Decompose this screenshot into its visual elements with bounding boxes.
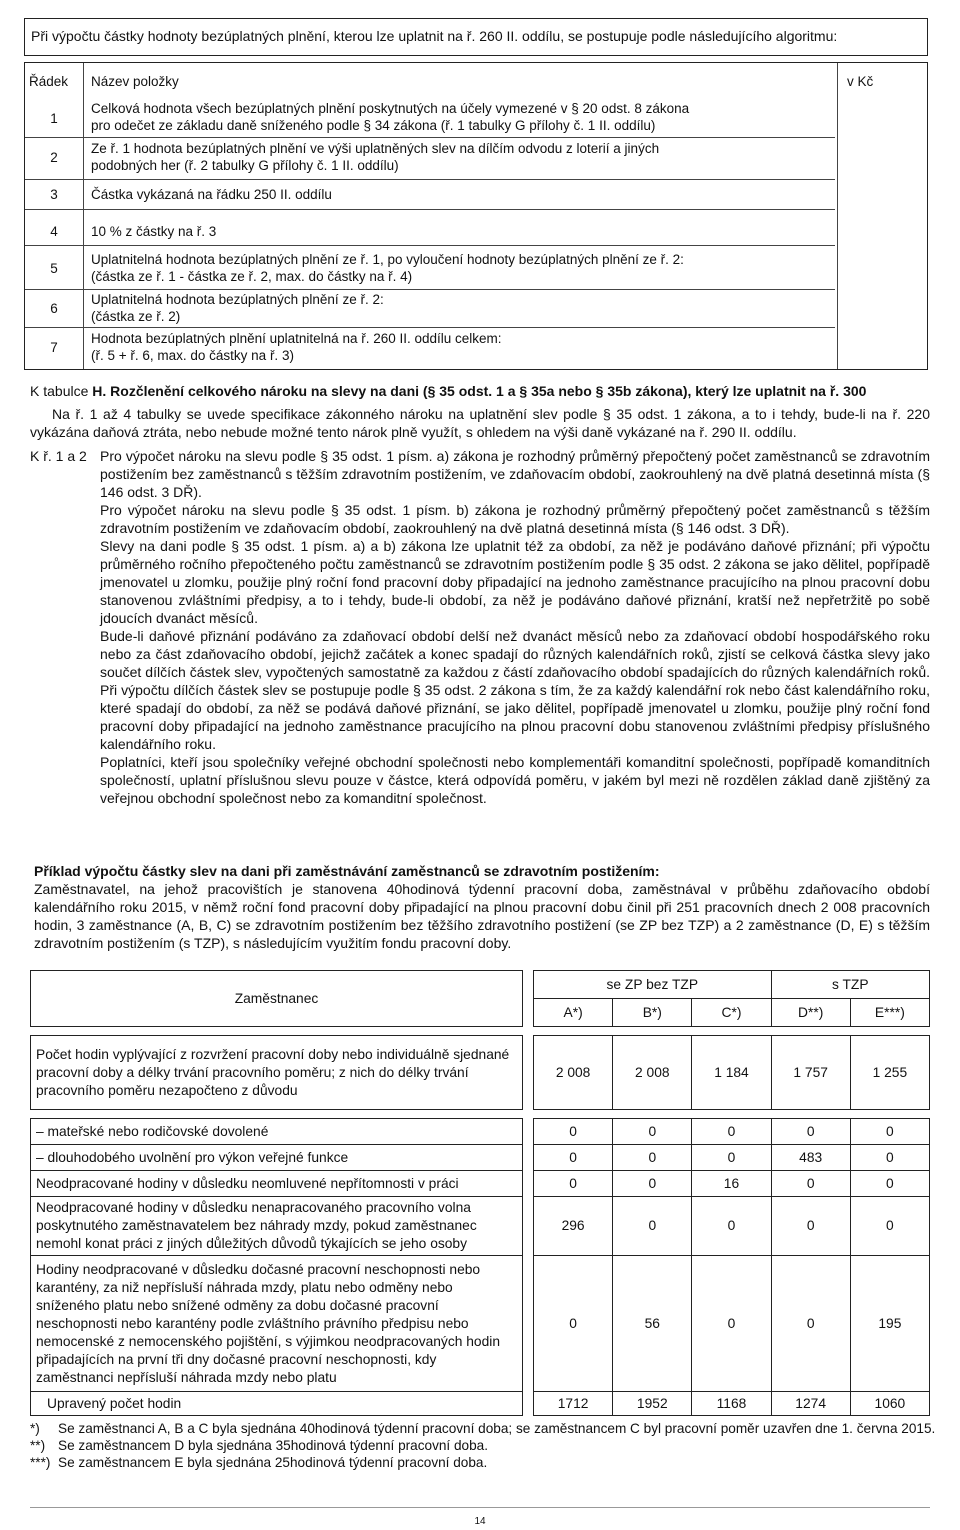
cell-value: 0 (613, 1119, 692, 1145)
table-row (31, 1197, 930, 1256)
total-value: 1712 (534, 1392, 613, 1416)
header-group-zp: se ZP bez TZP (534, 971, 772, 999)
intro-box (24, 18, 928, 56)
row-text-line1: Hodnota bezúplatných plnění uplatnitelná na ř. 260 II. oddílu celkem: (91, 331, 502, 346)
example-table (30, 970, 930, 1416)
total-value: 1168 (692, 1392, 771, 1416)
cell-value: 0 (613, 1171, 692, 1197)
total-value: 1060 (850, 1392, 929, 1416)
total-value: 1274 (771, 1392, 850, 1416)
cell-value: 56 (613, 1256, 692, 1392)
example-section (34, 862, 930, 952)
row-text-line2: (částka ze ř. 1 - částka ze ř. 2, max. do částky na ř. 4) (91, 269, 413, 284)
row-label: Počet hodin vyplývající z rozvržení pracovní doby nebo individuálně sjednané pracovní doby a délky trvání pracovního poměru; z nich do délky trvání pracovního poměru nezapočteno z důvodu (31, 1036, 523, 1110)
row-text-line2: (ř. 5 + ř. 6, max. do částky na ř. 3) (91, 348, 294, 363)
page-divider (30, 1507, 930, 1508)
row-number: 5 (50, 261, 58, 276)
cell-value: 0 (850, 1197, 929, 1256)
cell-value: 0 (534, 1256, 613, 1392)
rows-1-2-label: K ř. 1 a 2 (30, 448, 87, 464)
row-text-line2: pro odečet ze základu daně sníženého podle § 34 zákona (ř. 1 tabulky G přílohy č. 1 II. oddílu) (91, 118, 656, 133)
cell-value: 0 (850, 1171, 929, 1197)
table-row (31, 1119, 930, 1145)
row-divider (25, 209, 835, 210)
table-row (31, 1145, 930, 1171)
cell-value: 0 (850, 1145, 929, 1171)
rows-1-2-paragraph: Slevy na dani podle § 35 odst. 1 písm. a) a b) zákona lze uplatnit též za období, za něž je podáváno daňové přiznání; při výpočtu průměrného ročního přepočteného počtu zaměstnanců se zdravotním postižením podle § 35 odst. 2 zákona se jako dělitel, popřípadě jmenovatel u zlomku, použije plný roční fond pracovní doby připadající na jednoho zaměstnance pracujícího na plnou pracovní dobu stanovenou zvláštními předpisy, a to i tehdy, bude-li období, za něž je podáváno daňové přiznání, kratší než nepřetržitě po sobě jdoucích dvanáct měsíců. (100, 538, 930, 626)
intro-text: Při výpočtu částky hodnoty bezúplatných plnění, kterou lze uplatnit na ř. 260 II. oddílu, se postupuje podle následujícího algoritmu: (31, 28, 838, 44)
cell-value: 0 (771, 1256, 850, 1392)
cell-value: 2 008 (534, 1036, 613, 1110)
header-col-e: E***) (850, 999, 929, 1027)
cell-value: 0 (534, 1145, 613, 1171)
footnote-text: Se zaměstnancem D byla sjednána 35hodinová týdenní pracovní doba. (58, 1438, 488, 1453)
cell-value: 0 (613, 1145, 692, 1171)
footnote-mark: **) (30, 1438, 46, 1453)
header-row-label: Řádek (29, 74, 69, 89)
footnote-text: Se zaměstnancem E byla sjednána 25hodinová týdenní pracovní doba. (58, 1455, 488, 1470)
rows-1-2-paragraph: Poplatníci, kteří jsou společníky veřejné obchodní společnosti nebo komplementáři komanditní společnosti, popřípadě komanditních společností, uplatní příslušnou slevu pouze v částce, která odpovídá poměru, v jakém byl mezi ně rozdělen základ daně zjištěný za veřejnou obchodní společnost nebo za komanditní společnost. (100, 754, 930, 806)
cell-value: 483 (771, 1145, 850, 1171)
rows-1-2-paragraph: Pro výpočet nároku na slevu podle § 35 odst. 1 písm. b) zákona je rozhodný průměrný přepočtený počet zaměstnanců s těžším zdravotním postižením ve zdaňovacím období, zaokrouhlený na dvě platná desetinná místa (§ 146 odst. 3 DŘ). (100, 502, 930, 536)
table-row (31, 1036, 930, 1110)
cell-value: 0 (613, 1197, 692, 1256)
header-unit-label: v Kč (847, 74, 874, 89)
row-divider (25, 137, 835, 138)
cell-value: 0 (692, 1119, 771, 1145)
row-divider (25, 327, 835, 328)
row-number: 6 (50, 301, 58, 316)
row-number: 2 (50, 150, 58, 165)
cell-value: 1 184 (692, 1036, 771, 1110)
section-h-heading (30, 382, 930, 400)
section-h-label: K tabulce (30, 383, 89, 399)
footnote-text: Se zaměstnanci A, B a C byla sjednána 40hodinová týdenní pracovní doba; se zaměstnancem C byl pracovní poměr uzavřen dne 1. června 2015. (58, 1421, 936, 1436)
cell-value: 0 (850, 1119, 929, 1145)
header-name-label: Název položky (91, 74, 179, 89)
section-h-paragraph: Na ř. 1 až 4 tabulky se uvede specifikace zákonného nároku na uplatnění slev podle § 35 odst. 1 zákona, a to i tehdy, bude-li na ř. 220 vykázána daňová ztráta, nebo nebude možné tento nárok plně využít, s ohledem na výši daně vykázané na ř. 290 II. oddílu. (30, 406, 930, 440)
row-number: 1 (50, 111, 58, 126)
row-label: Neodpracované hodiny v důsledku neomluvené nepřítomnosti v práci (31, 1171, 523, 1197)
row-divider (25, 245, 835, 246)
header-col-a: A*) (534, 999, 613, 1027)
row-text-line1: Celková hodnota všech bezúplatných plnění poskytnutých na účely vymezené v § 20 odst. 8 zákona (91, 101, 690, 116)
total-value: 1952 (613, 1392, 692, 1416)
cell-value: 1 255 (850, 1036, 929, 1110)
rows-1-2-paragraph: Bude-li daňové přiznání podáváno za zdaňovací období delší než dvanáct měsíců nebo za zdaňovací období hospodářského roku nebo za část zdaňovacího období, jejichž začátek a konec spadají do různých kalendářních roků, zjistí se celková částka slevy jako součet dílčích částek slev, vypočtených samostatně za každou z částí zdaňovacího období spadajících do různých kalendářních roků. Při výpočtu dílčích částek slev se postupuje podle § 35 odst. 2 zákona s tím, že za každý kalendářní rok nebo část kalendářního roku, které spadají do období, za něž se podává daňové přiznání, se jako dělitel, popřípadě jmenovatel u zlomku, použije plný roční fond pracovní doby připadající na jednoho zaměstnance pracujícího na plnou pracovní dobu stanovenou zvláštními předpisy příslušného kalendářního roku. (100, 628, 930, 752)
column-divider (83, 63, 84, 369)
example-heading: Příklad výpočtu částky slev na dani při zaměstnávání zaměstnanců se zdravotním postižením: (34, 863, 660, 879)
cell-value: 195 (850, 1256, 929, 1392)
rows-1-2-paragraph: Pro výpočet nároku na slevu podle § 35 odst. 1 písm. a) zákona je rozhodný průměrný přepočtený počet zaměstnanců se zdravotním postižením bez zaměstnanců s těžším zdravotním postižením, ve zdaňovacím období, zaokrouhlený na dvě platná desetinná místa (§ 146 odst. 3 DŘ). (100, 448, 930, 500)
row-label: Hodiny neodpracované v důsledku dočasné pracovní neschopnosti nebo karantény, za niž nepřísluší náhrada mzdy, platu nebo odměny nebo sníženého platu nebo snížené odměny za dobu dočasné pracovní neschopnosti nebo karantény podle zvláštního právního předpisu nebo nemocenské z nemocenského pojištění, s výjimkou neodpracovaných hodin připadajících na první tři dny dočasné pracovní neschopnosti, kdy zaměstnanci nepřísluší náhrada mzdy nebo platu (31, 1256, 523, 1392)
footnote (30, 1420, 940, 1437)
row-number: 7 (50, 340, 58, 355)
row-text-line1: Částka vykázaná na řádku 250 II. oddílu (91, 187, 332, 202)
cell-value: 16 (692, 1171, 771, 1197)
cell-value: 296 (534, 1197, 613, 1256)
section-h-title: H. Rozčlenění celkového nároku na slevy na dani (§ 35 odst. 1 a § 35a nebo § 35b zákona), který lze uplatnit na ř. 300 (92, 383, 867, 399)
row-divider (25, 289, 835, 290)
example-text: Zaměstnavatel, na jehož pracovištích je stanovena 40hodinová týdenní pracovní doba, zaměstnával v průběhu zdaňovacího období kalendářního roku 2015, v němž roční fond pracovní doby připadající na plnou pracovní dobu činil při 251 pracovních dnech 2 008 pracovních hodin, 3 zaměstnance (A, B, C) se zdravotním postižením bez těžšího zdravotního postižení (se ZP bez TZP) a 2 zaměstnance (D, E) s těžším zdravotním postižením (s TZP), s následujícím využitím fondu pracovní doby. (34, 881, 930, 951)
table-total-row (31, 1392, 930, 1416)
total-label: Upravený počet hodin (31, 1392, 523, 1416)
table-row (31, 1256, 930, 1392)
row-text-line2: podobných her (ř. 2 tabulky G přílohy č. 1 II. oddílu) (91, 158, 399, 173)
footnotes (30, 1420, 940, 1471)
rows-1-2-block (30, 447, 930, 807)
cell-value: 0 (771, 1119, 850, 1145)
row-label: – mateřské nebo rodičovské dovolené (31, 1119, 523, 1145)
row-label: – dlouhodobého uvolnění pro výkon veřejné funkce (31, 1145, 523, 1171)
header-col-b: B*) (613, 999, 692, 1027)
row-text-line2: (částka ze ř. 2) (91, 309, 181, 324)
footnote-mark: ***) (30, 1455, 51, 1470)
table-row (31, 1171, 930, 1197)
footnote-mark: *) (30, 1421, 40, 1436)
cell-value: 2 008 (613, 1036, 692, 1110)
header-col-d: D**) (771, 999, 850, 1027)
cell-value: 0 (534, 1119, 613, 1145)
row-label: Neodpracované hodiny v důsledku nenapracovaného pracovního volna poskytnutého zaměstnavatelem bez náhrady mzdy, pokud zaměstnanec nemohl konat práci z jiných důležitých důvodů týkajících se jeho osoby (31, 1197, 523, 1256)
cell-value: 0 (771, 1197, 850, 1256)
footnote (30, 1454, 940, 1471)
page-number: 14 (474, 1516, 486, 1527)
row-divider (25, 179, 835, 180)
cell-value: 1 757 (771, 1036, 850, 1110)
cell-value: 0 (692, 1256, 771, 1392)
row-text-line1: 10 % z částky na ř. 3 (91, 224, 217, 239)
row-text-line1: Uplatnitelná hodnota bezúplatných plnění ze ř. 1, po vyloučení hodnoty bezúplatných plnění ze ř. 2: (91, 252, 684, 267)
footnote (30, 1437, 940, 1454)
cell-value: 0 (692, 1197, 771, 1256)
section-h (30, 382, 930, 807)
header-group-tzp: s TZP (771, 971, 929, 999)
header-employee: Zaměstnanec (31, 971, 523, 1027)
cell-value: 0 (692, 1145, 771, 1171)
algorithm-table (24, 62, 928, 370)
row-number: 4 (50, 224, 58, 239)
column-divider (837, 63, 838, 369)
cell-value: 0 (771, 1171, 850, 1197)
row-text-line1: Uplatnitelná hodnota bezúplatných plnění ze ř. 2: (91, 292, 384, 307)
cell-value: 0 (534, 1171, 613, 1197)
row-number: 3 (50, 187, 58, 202)
row-text-line1: Ze ř. 1 hodnota bezúplatných plnění ve výši uplatněných slev na dílčím odvodu z loterií a jiných (91, 141, 660, 156)
header-col-c: C*) (692, 999, 771, 1027)
